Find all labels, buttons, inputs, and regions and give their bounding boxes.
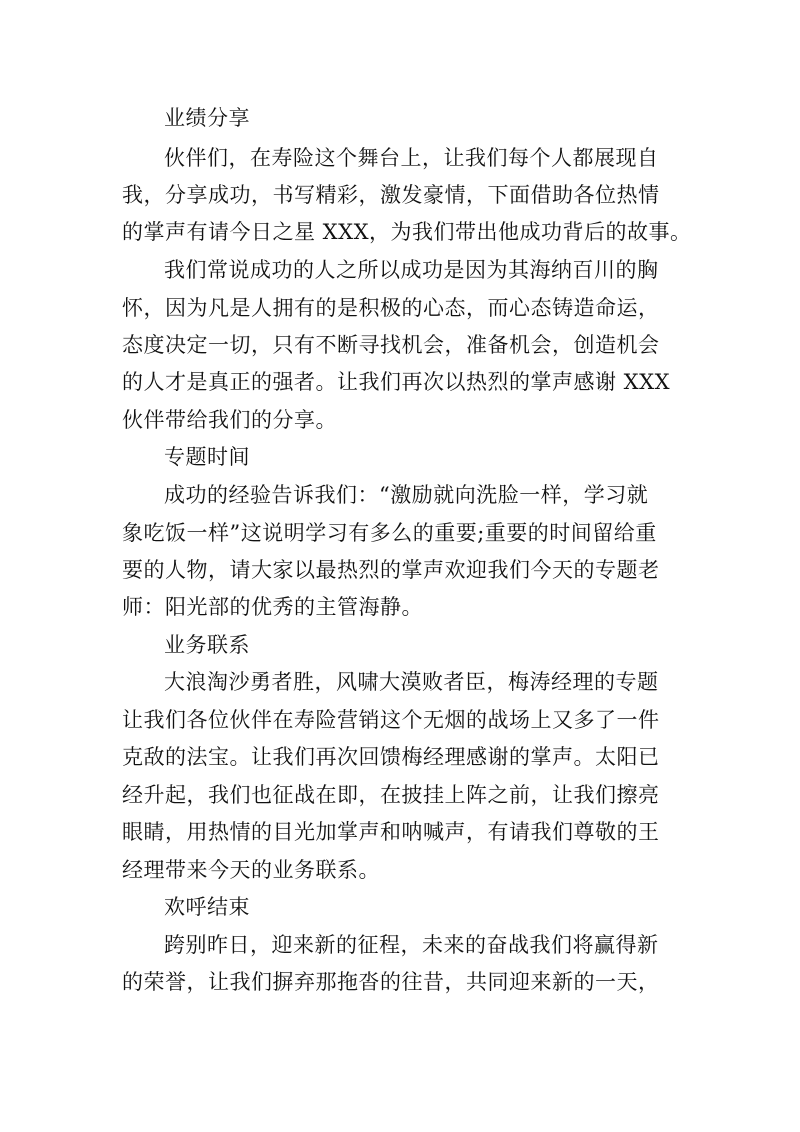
heading-performance-sharing: 业绩分享 — [164, 106, 250, 130]
paragraph-line: 伙伴带给我们的分享。 — [122, 408, 337, 432]
paragraph-line: 大浪淘沙勇者胜，风啸大漠败者臣，梅涛经理的专题 — [164, 670, 659, 694]
paragraph-line: 态度决定一切，只有不断寻找机会，准备机会，创造机会 — [122, 333, 660, 357]
paragraph-line: 让我们各位伙伴在寿险营销这个无烟的战场上又多了一件 — [122, 708, 660, 732]
paragraph-line: 经升起，我们也征战在即，在披挂上阵之前，让我们擦亮 — [122, 783, 660, 807]
paragraph-line: 伙伴们，在寿险这个舞台上，让我们每个人都展现自 — [164, 146, 659, 170]
paragraph-line: 成功的经验告诉我们：“激励就向洗脸一样，学习就 — [164, 483, 649, 507]
heading-business-contact: 业务联系 — [164, 633, 250, 657]
paragraph-line: 克敌的法宝。让我们再次回馈梅经理感谢的掌声。太阳已 — [122, 745, 660, 769]
paragraph-line: 象吃饭一样”这说明学习有多么的重要;重要的时间留给重 — [122, 521, 657, 545]
paragraph-line: 我们常说成功的人之所以成功是因为其海纳百川的胸 — [164, 258, 659, 282]
paragraph-line: 的荣誉，让我们摒弃那拖沓的往昔，共同迎来新的一天， — [122, 970, 660, 994]
paragraph-line: 师：阳光部的优秀的主管海静。 — [122, 595, 423, 619]
paragraph-line: 眼睛，用热情的目光加掌声和呐喊声，有请我们尊敬的王 — [122, 820, 660, 844]
paragraph-line: 的掌声有请今日之星 XXX，为我们带出他成功背后的故事。 — [122, 220, 692, 244]
paragraph-line: 跨别昨日，迎来新的征程，未来的奋战我们将赢得新 — [164, 933, 659, 957]
paragraph-line: 怀，因为凡是人拥有的是积极的心态，而心态铸造命运， — [122, 296, 660, 320]
paragraph-line: 要的人物，请大家以最热烈的掌声欢迎我们今天的专题老 — [122, 558, 660, 582]
heading-cheer-end: 欢呼结束 — [164, 895, 250, 919]
heading-topic-time: 专题时间 — [164, 445, 250, 469]
paragraph-line: 的人才是真正的强者。让我们再次以热烈的掌声感谢 XXX — [122, 370, 671, 394]
paragraph-line: 我，分享成功，书写精彩，激发豪情，下面借助各位热情 — [122, 183, 660, 207]
paragraph-line: 经理带来今天的业务联系。 — [122, 858, 380, 882]
